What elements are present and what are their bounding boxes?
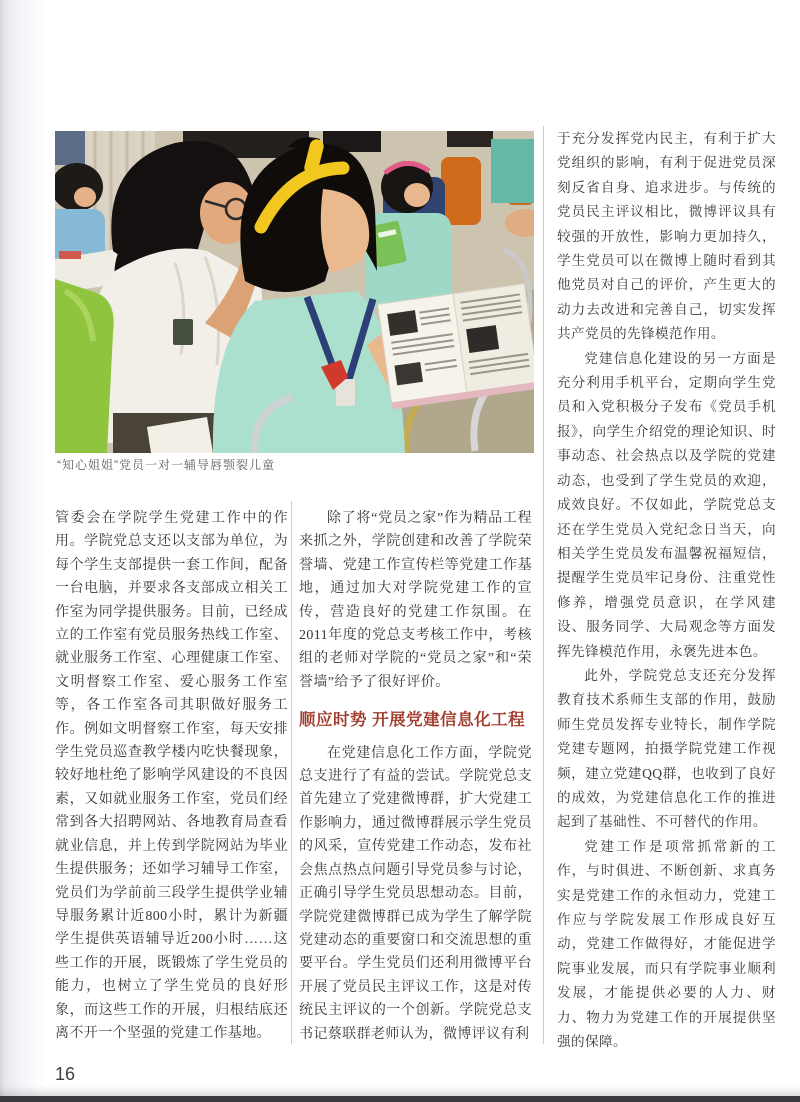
column-middle [299, 507, 532, 1046]
body-paragraph: 除了将“党员之家”作为精品工程来抓之外，学院创建和改善了学院荣誉墙、党建工作宣传栏等党建工作基地，通过加大对学院党建工作的宣传，营造良好的党建工作氛围。在2011年度的党总支考核工作中，考核组的老师对学院的“党员之家”和“荣誉墙”给予了很好评价。 [299, 511, 532, 690]
scan-bottom-edge [0, 1096, 800, 1102]
body-paragraph: 党建工作是项常抓常新的工作，与时俱进、不断创新、求真务实是党建工作的永恒动力，党建工作应与学院发展工作形成良好互动，党建工作做得好，才能促进学院事业发展，而只有学院事业顺利发展，才能提供必要的人力、财力、物力为党建工作的开展提供坚强的保障。 [557, 838, 776, 1050]
body-paragraph: 在党建信息化工作方面，学院党总支进行了有益的尝试。学院党总支首先建立了党建微博群，扩大党建工作影响力，通过微博群展示学生党员的风采，宣传党建工作动态，发布社会焦点热点问题引导党员参与讨论，正确引导学生党员思想动态。目前，学院党建微博群已成为学生了解学院党建动态的重要窗口和交流思想的重要平台。学生党员们还利用微博平台开展了党员民主评议工作，这是对传统民主评议的一个创新。学院党总支书记蔡联群老师认为，微博评议有利 [299, 745, 532, 1042]
photo-caption: “知心姐姐”党员一对一辅导唇颚裂儿童 [57, 458, 275, 472]
body-paragraph: 于充分发挥党内民主，有利于扩大党组织的影响，有利于促进党员深刻反省自身、追求进步。与传统的党员民主评议相比，微博评议具有较强的开放性，影响力更加持久，学生党员可以在微博上随时看到其他党员对自己的评价，产生更大的动力去改进和完善自己，切实发挥共产党员的先锋模范作用。 [557, 131, 776, 342]
scan-bottom-shade [0, 1086, 800, 1096]
body-paragraph: 管委会在学院学生党建工作中的作用。学院党总支还以支部为单位，为每个学生支部提供一套工作间，配备一台电脑，并要求各支部成立相关工作室为同学提供服务。目前，已经成立的工作室有党员服务热线工作室、就业服务工作室、心理健康工作室、文明督察工作室、爱心服务工作室等，各工作室各司其职做好服务工作。例如文明督察工作室，每天安排学生党员巡查教学楼内吃快餐现象，较好地杜绝了影响学风建设的不良因素，又如就业服务工作室，党员们经常到各大招聘网站、各地教育局查看就业信息，并上传到学院网站为毕业生提供服务；还如学习辅导工作室，党员们为学前前三段学生提供学业辅导服务累计近800小时，累计为新疆学生提供英语辅导近200小时……这些工作的开展，既锻炼了学生党员的能力，也树立了学生党员的良好形象，而这些工作的开展，归根结底还离不开一个坚强的党建工作基地。 [55, 511, 288, 1041]
column-divider-right [543, 126, 544, 1044]
article-photo [55, 131, 534, 453]
classroom-photo-illustration [55, 131, 534, 453]
photo-open-booklet [378, 284, 534, 410]
body-paragraph: 此外，学院党总支还充分发挥教育技术系师生支部的作用，鼓励师生党员发挥专业特长，制作学院党建专题网，拍摄学院党建工作视频，建立党建QQ群，也收到了良好的成效，为党建信息化工作的推进起到了基础性、不可替代的作用。 [557, 667, 776, 830]
section-heading: 顺应时势 开展党建信息化工程 [299, 711, 526, 730]
body-paragraph: 党建信息化建设的另一方面是充分利用手机平台，定期向学生党员和入党积极分子发布《党员手机报》，向学生介绍党的理论知识、时事动态、社会热点以及学院的党建动态，也受到了学生党员的欢迎，成效良好。不仅如此，学院党总支还在学生党员入党纪念日当天，向相关学生党员发布温馨祝福短信，提醒学生党员牢记身份、注重党性修养，增强党员意识，在学风建设、服务同学、大局观念等方面发挥先锋模范作用，永褒先进本色。 [557, 350, 776, 659]
page-number: 16 [55, 1064, 76, 1084]
column-left [55, 507, 288, 1045]
scan-left-edge [0, 0, 46, 1102]
column-divider-left [291, 501, 292, 1044]
column-right [557, 127, 776, 1054]
